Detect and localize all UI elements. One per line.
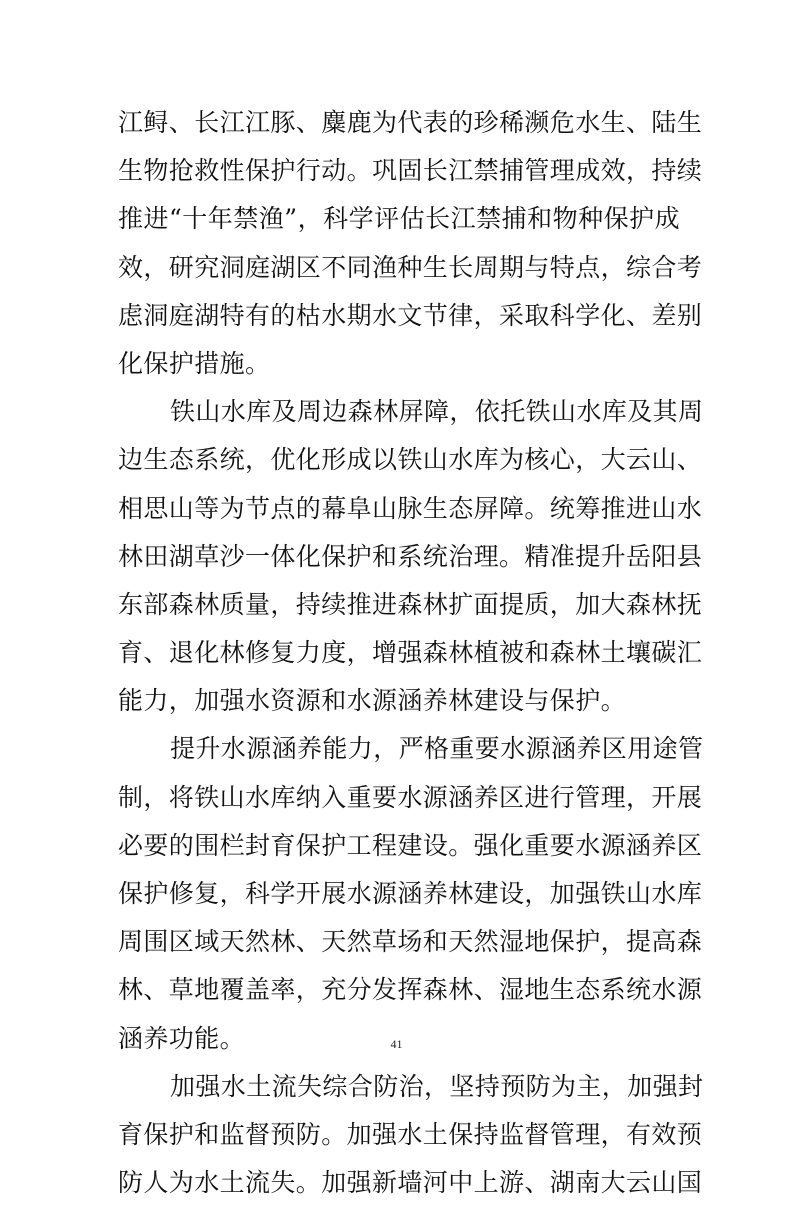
page-number: 41	[390, 1037, 403, 1051]
text-line: 林田湖草沙一体化保护和系统治理。精准提升岳阳县	[118, 541, 703, 571]
text-line: 铁山水库及周边森林屏障，依托铁山水库及其周	[170, 397, 704, 427]
text-line: 东部森林质量，持续推进森林扩面提质，加大森林抚	[118, 589, 703, 619]
text-line: 化保护措施。	[118, 348, 271, 378]
text-line: 江鲟、长江江豚、麋鹿为代表的珍稀濒危水生、陆生	[118, 108, 703, 137]
text-line: 能力，加强水资源和水源涵养林建设与保护。	[118, 686, 627, 716]
text-line: 边生态系统，优化形成以铁山水库为核心，大云山、	[118, 445, 703, 475]
text-line: 必要的围栏封育保护工程建设。强化重要水源涵养区	[118, 830, 703, 860]
text-line: 育、退化林修复力度，增强森林植被和森林土壤碳汇	[118, 638, 703, 668]
text-line: 效，研究洞庭湖区不同渔种生长周期与特点，综合考	[118, 252, 703, 282]
text-line: 林、草地覆盖率，充分发挥森林、湿地生态系统水源	[118, 975, 703, 1005]
text-line: 推进“十年禁渔”，科学评估长江禁捕和物种保护成	[118, 204, 680, 234]
text-line: 保护修复，科学开展水源涵养林建设，加强铁山水库	[118, 879, 703, 908]
text-line: 育保护和监督预防。加强水土保持监督管理，有效预	[118, 1119, 703, 1149]
text-line: 相思山等为节点的幕阜山脉生态屏障。统筹推进山水	[118, 493, 703, 523]
text-line: 虑洞庭湖特有的枯水期水文节律，采取科学化、差别	[118, 300, 703, 330]
text-line: 生物抢救性保护行动。巩固长江禁捕管理成效，持续	[118, 156, 703, 186]
text-line: 周围区域天然林、天然草场和天然湿地保护，提高森	[118, 927, 703, 957]
text-line: 提升水源涵养能力，严格重要水源涵养区用途管	[170, 734, 704, 764]
text-line: 加强水土流失综合防治，坚持预防为主，加强封	[170, 1071, 704, 1101]
text-line: 涵养功能。	[118, 1023, 246, 1053]
text-line: 防人为水土流失。加强新墙河中上游、湖南大云山国	[118, 1168, 703, 1198]
text-line: 制，将铁山水库纳入重要水源涵养区进行管理，开展	[118, 782, 703, 812]
